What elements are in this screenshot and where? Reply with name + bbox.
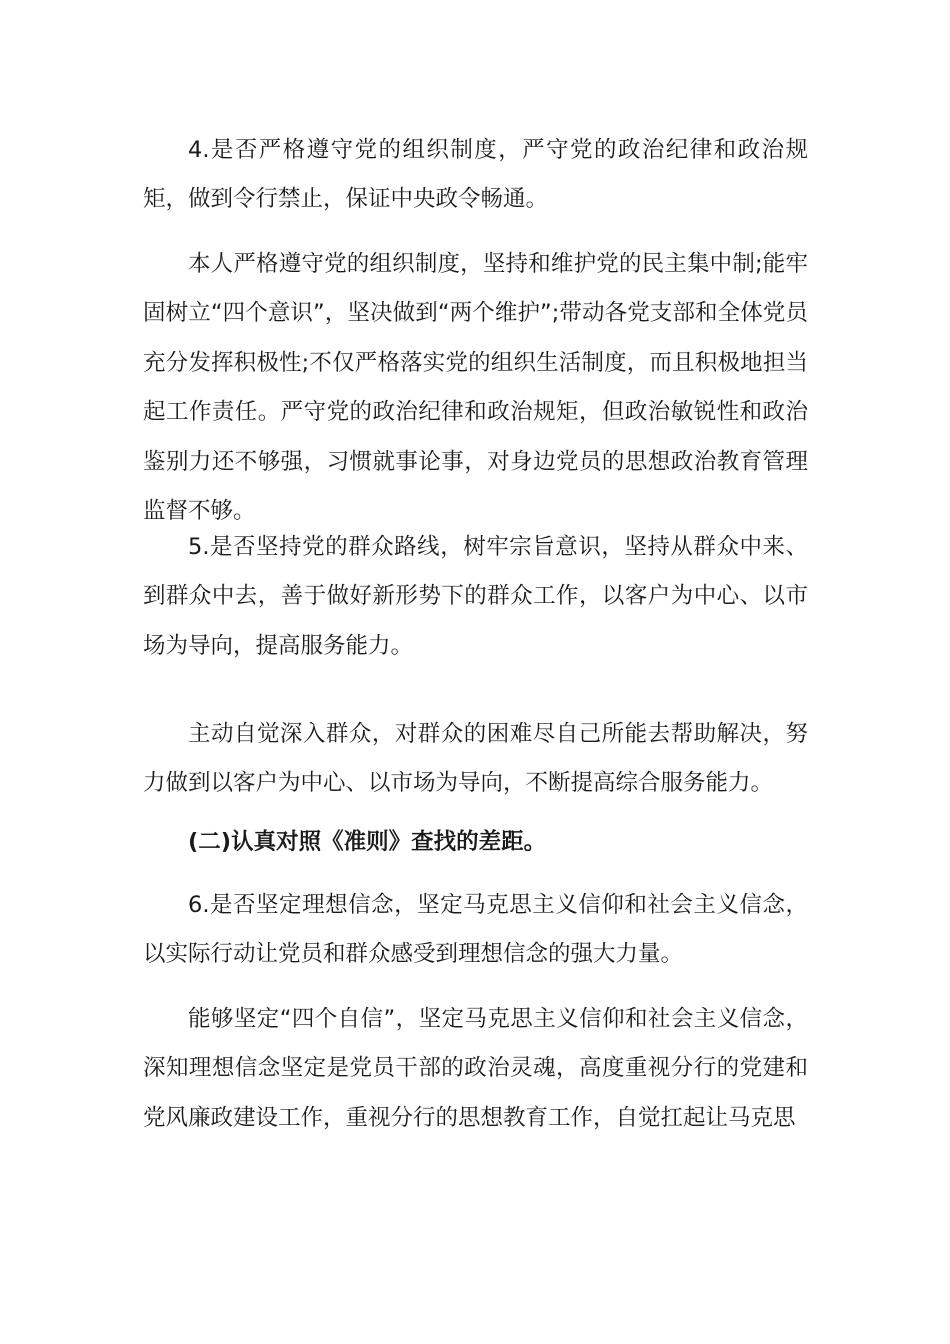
- question-paragraph-4: 4.是否严格遵守党的组织制度，严守党的政治纪律和政治规矩，做到令行禁止，保证中央政令畅通。: [143, 137, 808, 213]
- answer-paragraph-6: 能够坚定“四个自信”，坚定马克思主义信仰和社会主义信念，深知理想信念坚定是党员干部的政治灵魂，高度重视分行的党建和党风廉政建设工作，重视分行的思想教育工作，自觉扛起让马克思: [143, 1006, 808, 1131]
- section-heading: (二)认真对照《准则》查找的差距。: [188, 829, 547, 855]
- answer-paragraph-4: 本人严格遵守党的组织制度，坚持和维护党的民主集中制;能牢固树立“四个意识”，坚决做到“两个维护”;带动各党支部和全体党员充分发挥积极性;不仅严格落实党的组织生活制度，而且积极地担当起工作责任。严守党的政治纪律和政治规矩，但政治敏锐性和政治鉴别力还不够强，习惯就事论事，对身边党员的思想政治教育管理监督不够。: [143, 251, 808, 525]
- answer-paragraph-5: 主动自觉深入群众，对群众的困难尽自己所能去帮助解决，努力做到以客户为中心、以市场为导向，不断提高综合服务能力。: [143, 721, 808, 797]
- question-paragraph-6: 6.是否坚定理想信念，坚定马克思主义信仰和社会主义信念，以实际行动让党员和群众感受到理想信念的强大力量。: [143, 892, 808, 968]
- question-paragraph-5: 5.是否坚持党的群众路线，树牢宗旨意识，坚持从群众中来、到群众中去，善于做好新形势下的群众工作，以客户为中心、以市场为导向，提高服务能力。: [143, 534, 808, 659]
